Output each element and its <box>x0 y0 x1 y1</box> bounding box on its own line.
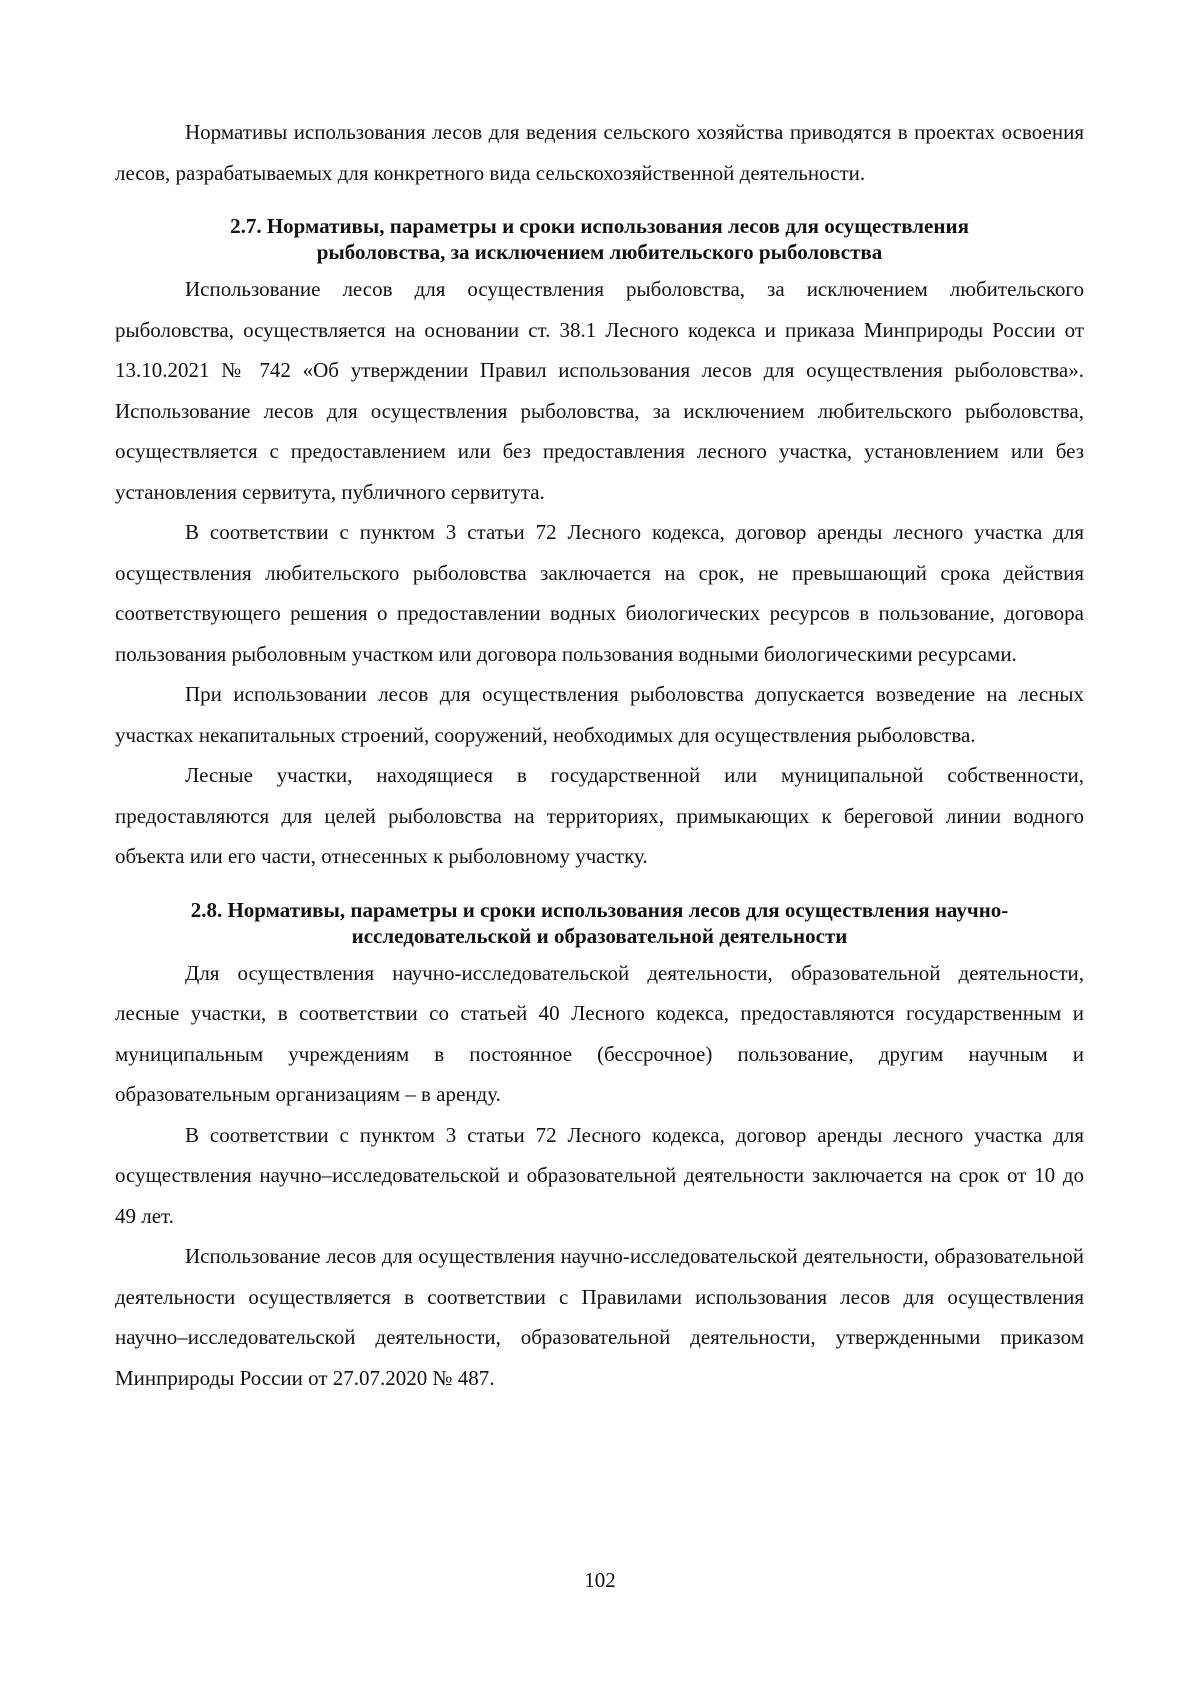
section-2-8-paragraph-1: Для осуществления научно-исследовательской деятельности, образовательной деятельности, лесные участки, в соответствии со статьей 40 Лесного кодекса, предоставляются государственным и муниципальным учреждениям в постоянное (бессрочное) пользование, другим научным и образовательным организациям – в аренду. <box>115 960 1084 1106</box>
section-2-8-heading-line-1: 2.8. Нормативы, параметры и сроки использования лесов для осуществления научно- <box>190 897 1009 922</box>
section-2-8-paragraph-3: Использование лесов для осуществления научно-исследовательской деятельности, образовательной деятельности осуществляется в соответствии с Правилами использования лесов для осуществления научно–исследовательской деятельности, образовательной деятельности, утвержденными приказом Минприроды России от 27.07.2020 № 487. <box>115 1244 1084 1390</box>
section-2-7-paragraph-4: Лесные участки, находящиеся в государственной или муниципальной собственности, предоставляются для целей рыболовства на территориях, примыкающих к береговой линии водного объекта или его части, отнесенных к рыболовному участку. <box>115 763 1084 868</box>
section-2-8-heading-line-2: исследовательской и образовательной деятельности <box>351 923 848 948</box>
section-2-7-heading <box>115 193 1084 269</box>
intro-paragraph: Нормативы использования лесов для ведения сельского хозяйства приводятся в проектах освоения лесов, разрабатываемых для конкретного вида сельскохозяйственной деятельности. <box>115 120 1084 185</box>
section-2-7-paragraph-3: При использовании лесов для осуществления рыболовства допускается возведение на лесных участках некапитальных строений, сооружений, необходимых для осуществления рыболовства. <box>115 682 1084 747</box>
section-2-7-heading-line-1: 2.7. Нормативы, параметры и сроки использования лесов для осуществления <box>230 214 969 238</box>
page-number: 102 <box>584 1568 616 1592</box>
section-2-7-heading-line-2: рыболовства, за исключением любительского рыболовства <box>316 240 883 264</box>
section-2-8-paragraph-2: В соответствии с пунктом 3 статьи 72 Лесного кодекса, договор аренды лесного участка для осуществления научно–исследовательской и образовательной деятельности заключается на срок от 10 до 49 лет. <box>115 1122 1084 1228</box>
section-2-7-paragraph-1: Использование лесов для осуществления рыболовства, за исключением любительского рыболовства, осуществляется на основании ст. 38.1 Лесного кодекса и приказа Минприроды России от 13.10.2021 № 742 «Об утверждении Правил использования лесов для осуществления рыболовства». Использование лесов для осуществления рыболовства, за исключением любительского рыболовства, осуществляется с предоставлением или без предоставления лесного участка, установлением или без установления сервитута, публичного сервитута. <box>115 277 1084 504</box>
document-page <box>115 112 1084 1398</box>
section-2-7-paragraph-2: В соответствии с пунктом 3 статьи 72 Лесного кодекса, договор аренды лесного участка для осуществления любительского рыболовства заключается на срок, не превышающий срока действия соответствующего решения о предоставлении водных биологических ресурсов в пользование, договора пользования рыболовным участком или договора пользования водными биологическими ресурсами. <box>115 520 1084 666</box>
section-2-8-heading <box>115 877 1084 953</box>
